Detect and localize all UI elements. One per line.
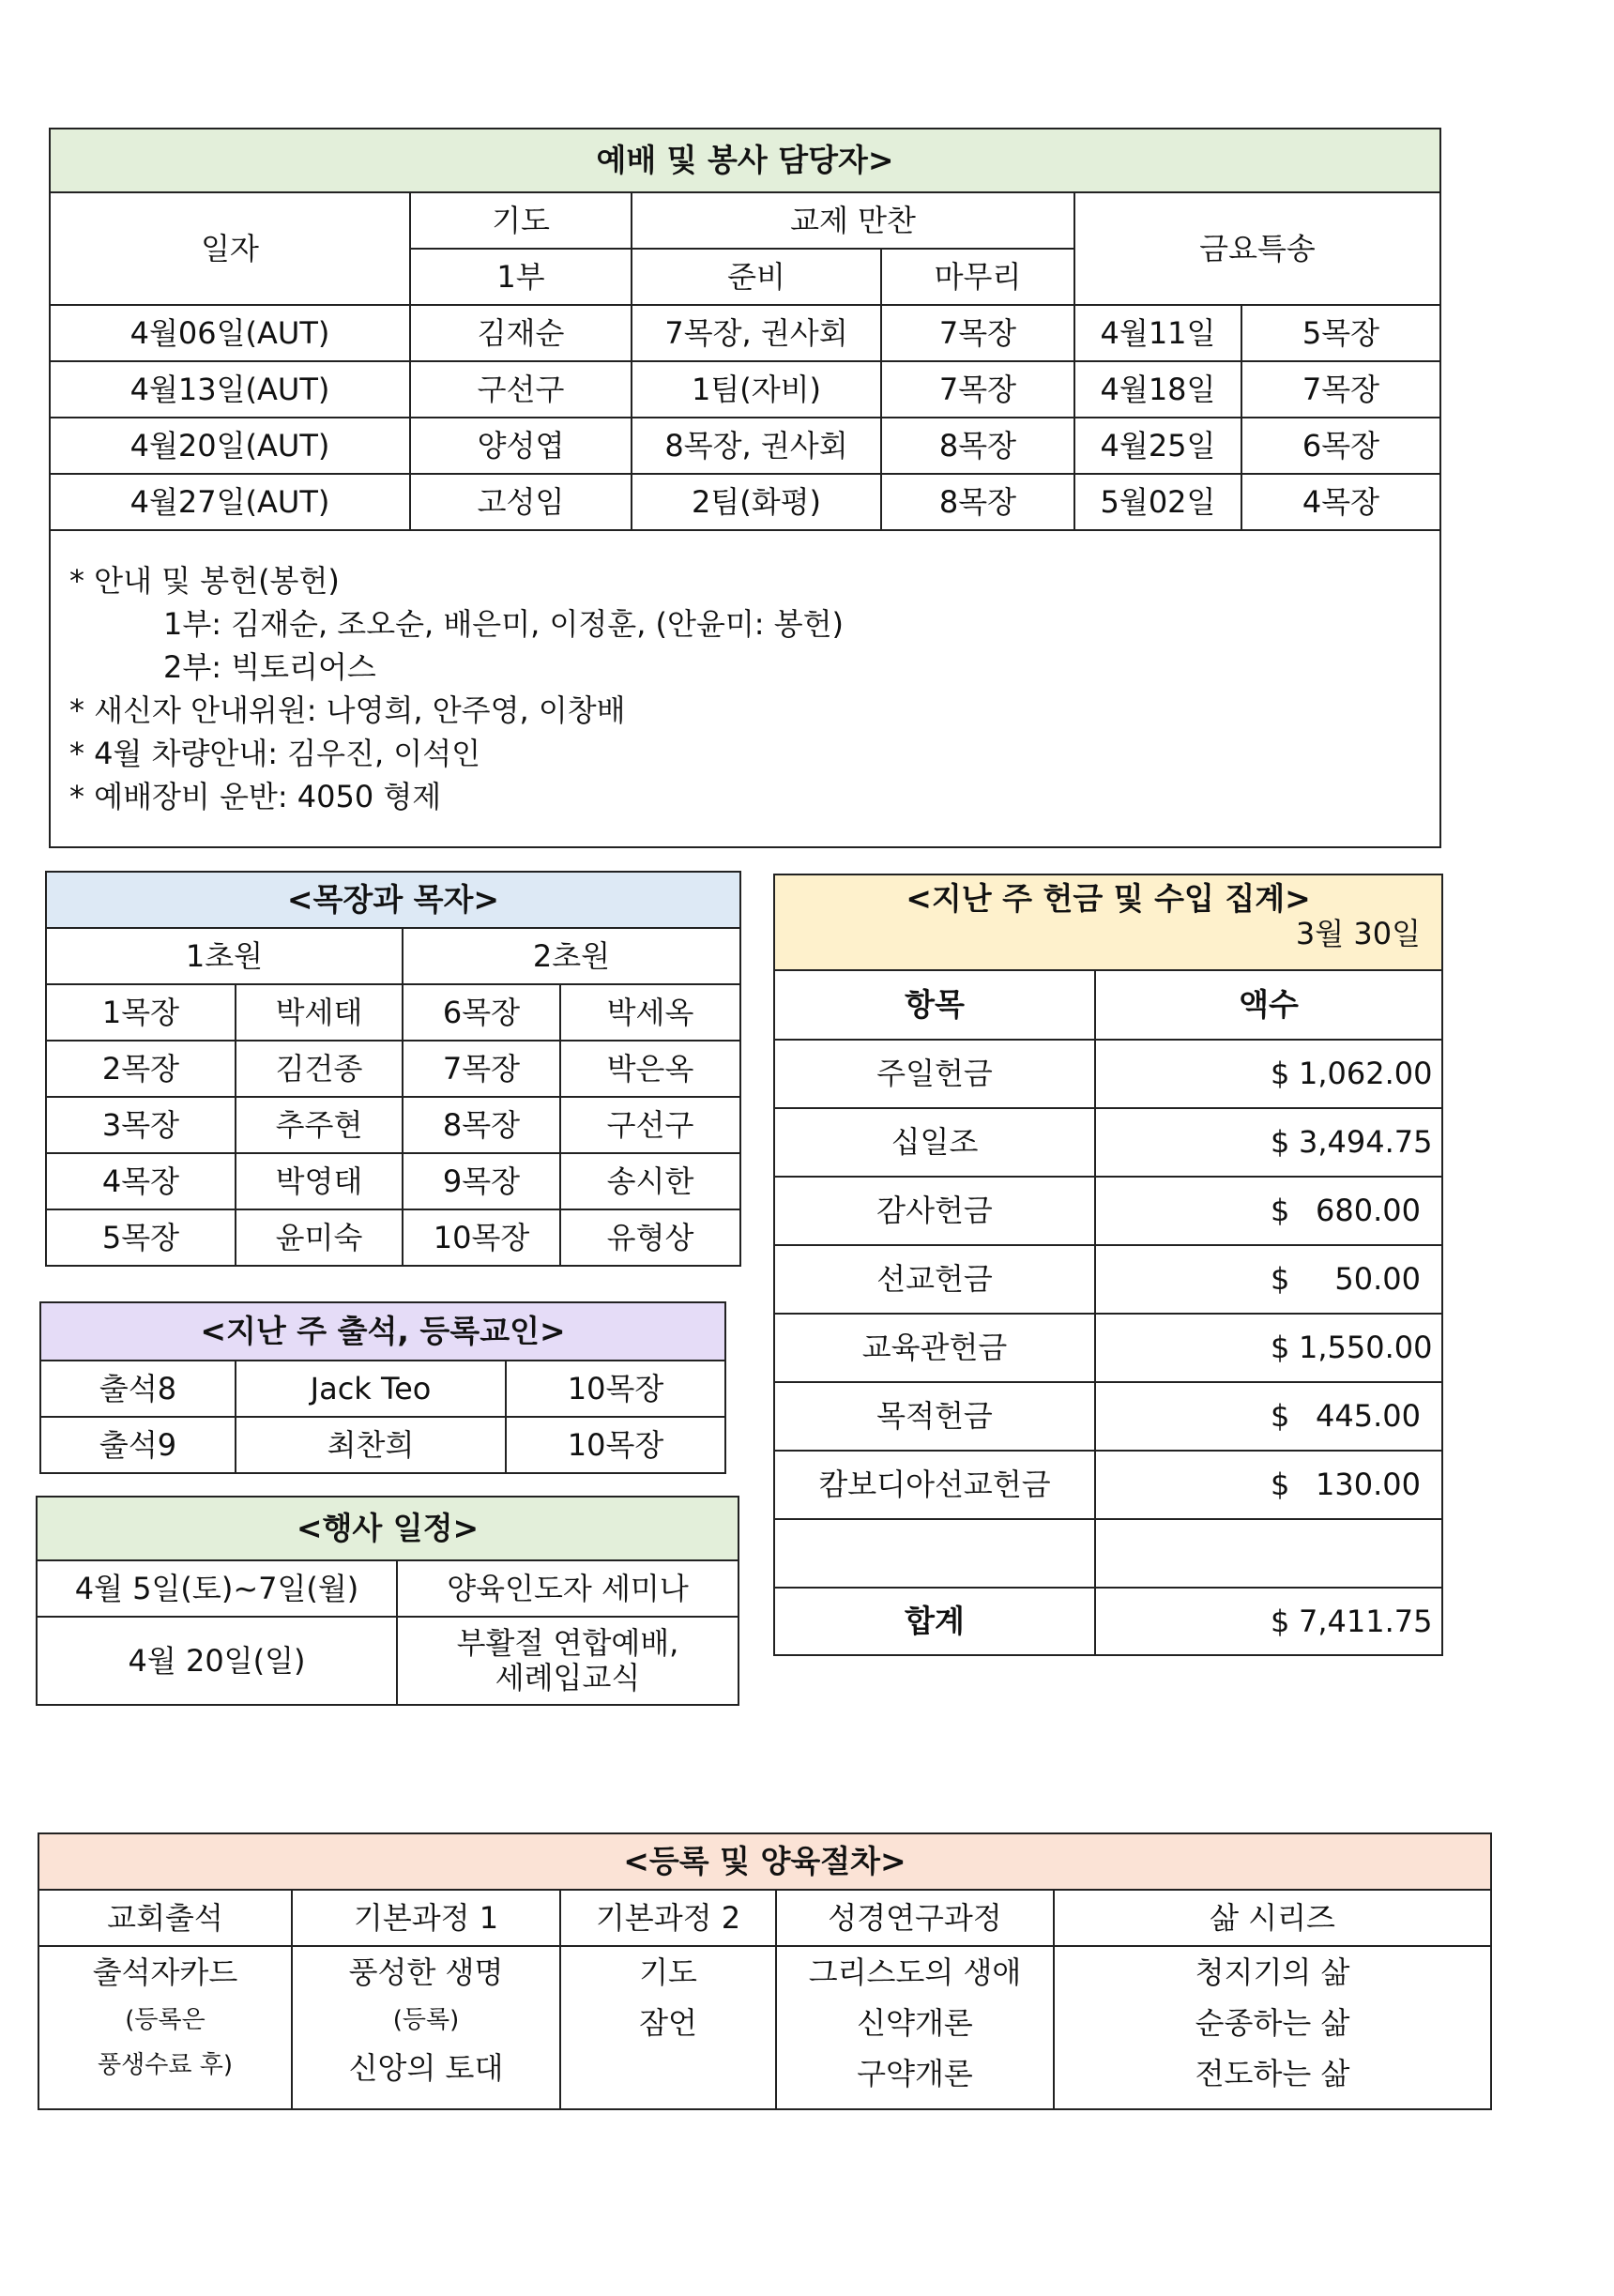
cell-group: 10목장 (506, 1361, 725, 1417)
course-note: (등록) (392, 2006, 460, 2034)
col-attendance: 교회출석 (38, 1890, 292, 1946)
amount-value: 1,550.00 (1299, 1330, 1433, 1366)
cell-amount (1095, 1177, 1442, 1245)
cell-prayer: 김재순 (410, 305, 632, 361)
note-line: 1부: 김재순, 조오순, 배은미, 이정훈, (안윤미: 봉헌) (163, 606, 845, 642)
cell-leader: 박영태 (236, 1153, 403, 1209)
table-row (37, 1560, 738, 1617)
cell-friday-date: 4월11일 (1074, 305, 1241, 361)
note-line: * 새신자 안내위원: 나영희, 안주영, 이창배 (69, 692, 626, 728)
course-note: (등록은 (125, 2006, 206, 2034)
cell-group: 10목장 (403, 1209, 560, 1266)
cell-amount (1095, 1382, 1442, 1451)
cell-group: 10목장 (506, 1417, 725, 1473)
leaders-title: <목장과 목자> (46, 872, 740, 928)
events-title: <행사 일정> (37, 1497, 738, 1560)
course-line: 신약개론 (857, 2005, 973, 2041)
cell-date: 4월20일(AUT) (50, 418, 410, 474)
cell-group: 1목장 (46, 984, 236, 1041)
cell-leader: 박세옥 (560, 984, 740, 1041)
cell-item (774, 1519, 1095, 1588)
cell-prayer: 고성임 (410, 474, 632, 530)
cell-amount (1095, 1451, 1442, 1519)
table-row (46, 1209, 740, 1266)
cell-event-date: 4월 5일(토)~7일(월) (37, 1560, 397, 1617)
course-line: 잠언 (639, 2005, 697, 2041)
amount-value: 7,411.75 (1299, 1603, 1433, 1639)
total-amount (1095, 1588, 1442, 1655)
col-prayer-sub: 1부 (410, 249, 632, 305)
amount-value: 445.00 (1316, 1398, 1421, 1435)
currency-symbol: $ (1271, 1603, 1290, 1639)
table-row (774, 1519, 1442, 1588)
cell-group: 4목장 (46, 1153, 236, 1209)
cell-prayer: 양성엽 (410, 418, 632, 474)
cell-event-name: 양육인도자 세미나 (397, 1560, 738, 1617)
table-row (46, 984, 740, 1041)
table-row (774, 1040, 1442, 1108)
group-2-header: 2초원 (403, 928, 740, 984)
col-basic-1: 기본과정 1 (292, 1890, 560, 1946)
amount-value: 1,062.00 (1299, 1056, 1433, 1092)
table-row (774, 1177, 1442, 1245)
cell-bible-study (776, 1946, 1054, 2109)
table-row (774, 1314, 1442, 1382)
table-row (774, 1108, 1442, 1177)
course-line: 기도 (639, 1954, 697, 1990)
training-table (38, 1832, 1492, 2110)
cell-amount (1095, 1108, 1442, 1177)
cell-type: 출석9 (40, 1417, 236, 1473)
col-life-series: 삶 시리즈 (1054, 1890, 1491, 1946)
cell-basic-2 (560, 1946, 776, 2109)
table-row (40, 1361, 725, 1417)
cell-group: 6목장 (403, 984, 560, 1041)
cell-amount (1095, 1314, 1442, 1382)
currency-symbol: $ (1271, 1467, 1290, 1503)
worship-table (49, 128, 1441, 848)
table-row (774, 1382, 1442, 1451)
offering-date: 3월 30일 (1295, 915, 1421, 951)
cell-name: 최찬희 (236, 1417, 506, 1473)
col-cleanup: 마무리 (881, 249, 1074, 305)
course-line: 출석자카드 (92, 1954, 238, 1990)
events-table (36, 1496, 739, 1706)
course-line: 신앙의 토대 (348, 2050, 504, 2086)
amount-value: 50.00 (1334, 1261, 1421, 1298)
cell-leader: 박세태 (236, 984, 403, 1041)
cell-leader: 유형상 (560, 1209, 740, 1266)
offering-title: <지난 주 헌금 및 수입 집계> (906, 880, 1311, 917)
offering-header (774, 874, 1442, 970)
cell-friday-team: 6목장 (1241, 418, 1440, 474)
col-basic-2: 기본과정 2 (560, 1890, 776, 1946)
currency-symbol: $ (1271, 1193, 1290, 1229)
cell-item: 주일헌금 (774, 1040, 1095, 1108)
col-date: 일자 (50, 192, 410, 305)
cell-friday-team: 5목장 (1241, 305, 1440, 361)
table-row (774, 1245, 1442, 1314)
note-line: 2부: 빅토리어스 (163, 649, 376, 685)
leaders-table (45, 871, 741, 1267)
cell-leader: 김건종 (236, 1041, 403, 1097)
cell-group: 8목장 (403, 1097, 560, 1153)
cell-date: 4월27일(AUT) (50, 474, 410, 530)
currency-symbol: $ (1271, 1330, 1290, 1366)
cell-event-date: 4월 20일(일) (37, 1617, 397, 1705)
note-line: * 4월 차량안내: 김우진, 이석인 (69, 736, 481, 771)
col-friday: 금요특송 (1074, 192, 1440, 305)
cell-prep: 2팀(화평) (632, 474, 881, 530)
offering-table (773, 874, 1443, 1656)
cell-leader: 윤미숙 (236, 1209, 403, 1266)
col-fellowship: 교제 만찬 (632, 192, 1074, 249)
total-row (774, 1588, 1442, 1655)
cell-basic-1 (292, 1946, 560, 2109)
cell-type: 출석8 (40, 1361, 236, 1417)
currency-symbol: $ (1271, 1398, 1290, 1435)
cell-leader: 송시한 (560, 1153, 740, 1209)
course-note: 풍생수료 후) (98, 2051, 233, 2079)
cell-friday-date: 5월02일 (1074, 474, 1241, 530)
cell-date: 4월13일(AUT) (50, 361, 410, 418)
note-line: * 안내 및 봉헌(봉헌) (69, 563, 340, 599)
course-line: 풍성한 생명 (348, 1954, 504, 1990)
table-row (46, 1153, 740, 1209)
course-line: 청지기의 삶 (1195, 1954, 1350, 1990)
table-row (50, 474, 1440, 530)
course-line: 전도하는 삶 (1195, 2056, 1350, 2091)
cell-date: 4월06일(AUT) (50, 305, 410, 361)
event-line: 세례입교식 (495, 1660, 641, 1695)
table-row (38, 1946, 1491, 2109)
cell-life-series (1054, 1946, 1491, 2109)
table-row (46, 1041, 740, 1097)
cell-leader: 추주현 (236, 1097, 403, 1153)
currency-symbol: $ (1271, 1056, 1290, 1092)
cell-amount (1095, 1040, 1442, 1108)
cell-item: 선교헌금 (774, 1245, 1095, 1314)
attendance-table (39, 1301, 726, 1474)
amount-value: 680.00 (1316, 1193, 1421, 1229)
cell-item: 십일조 (774, 1108, 1095, 1177)
cell-cleanup: 7목장 (881, 361, 1074, 418)
cell-amount (1095, 1519, 1442, 1588)
cell-leader: 박은옥 (560, 1041, 740, 1097)
amount-value: 3,494.75 (1299, 1124, 1433, 1161)
total-label: 합계 (774, 1588, 1095, 1655)
cell-name: Jack Teo (236, 1361, 506, 1417)
cell-friday-date: 4월18일 (1074, 361, 1241, 418)
cell-cleanup: 7목장 (881, 305, 1074, 361)
col-prep: 준비 (632, 249, 881, 305)
currency-symbol: $ (1271, 1261, 1290, 1298)
event-line: 부활절 연합예배, (456, 1625, 679, 1662)
course-line: 순종하는 삶 (1195, 2005, 1350, 2041)
cell-friday-team: 7목장 (1241, 361, 1440, 418)
col-prayer: 기도 (410, 192, 632, 249)
cell-group: 2목장 (46, 1041, 236, 1097)
cell-friday-team: 4목장 (1241, 474, 1440, 530)
cell-group: 5목장 (46, 1209, 236, 1266)
cell-item: 교육관헌금 (774, 1314, 1095, 1382)
table-row (50, 305, 1440, 361)
table-row (774, 1451, 1442, 1519)
cell-group: 3목장 (46, 1097, 236, 1153)
col-amount: 액수 (1095, 970, 1442, 1040)
cell-group: 7목장 (403, 1041, 560, 1097)
col-item: 항목 (774, 970, 1095, 1040)
cell-attendance (38, 1946, 292, 2109)
course-line: 구약개론 (857, 2056, 973, 2091)
cell-prep: 8목장, 권사회 (632, 418, 881, 474)
amount-value: 130.00 (1316, 1467, 1421, 1503)
training-title: <등록 및 양육절차> (38, 1833, 1491, 1890)
cell-leader: 구선구 (560, 1097, 740, 1153)
cell-item: 목적헌금 (774, 1382, 1095, 1451)
cell-cleanup: 8목장 (881, 474, 1074, 530)
table-row (46, 1097, 740, 1153)
cell-group: 9목장 (403, 1153, 560, 1209)
cell-item: 캄보디아선교헌금 (774, 1451, 1095, 1519)
cell-prayer: 구선구 (410, 361, 632, 418)
cell-friday-date: 4월25일 (1074, 418, 1241, 474)
table-row (50, 418, 1440, 474)
cell-prep: 1팀(자비) (632, 361, 881, 418)
cell-prep: 7목장, 권사회 (632, 305, 881, 361)
worship-title: 예배 및 봉사 담당자> (50, 129, 1440, 192)
table-row (40, 1417, 725, 1473)
cell-amount (1095, 1245, 1442, 1314)
course-line: 그리스도의 생애 (808, 1954, 1022, 1990)
table-row (37, 1617, 738, 1705)
table-row (50, 361, 1440, 418)
group-1-header: 1초원 (46, 928, 403, 984)
note-line: * 예배장비 운반: 4050 형제 (69, 779, 442, 814)
cell-item: 감사헌금 (774, 1177, 1095, 1245)
col-bible-study: 성경연구과정 (776, 1890, 1054, 1946)
worship-notes (50, 530, 1440, 847)
currency-symbol: $ (1271, 1124, 1290, 1161)
attendance-title: <지난 주 출석, 등록교인> (40, 1302, 725, 1361)
cell-event-name (397, 1617, 738, 1705)
cell-cleanup: 8목장 (881, 418, 1074, 474)
